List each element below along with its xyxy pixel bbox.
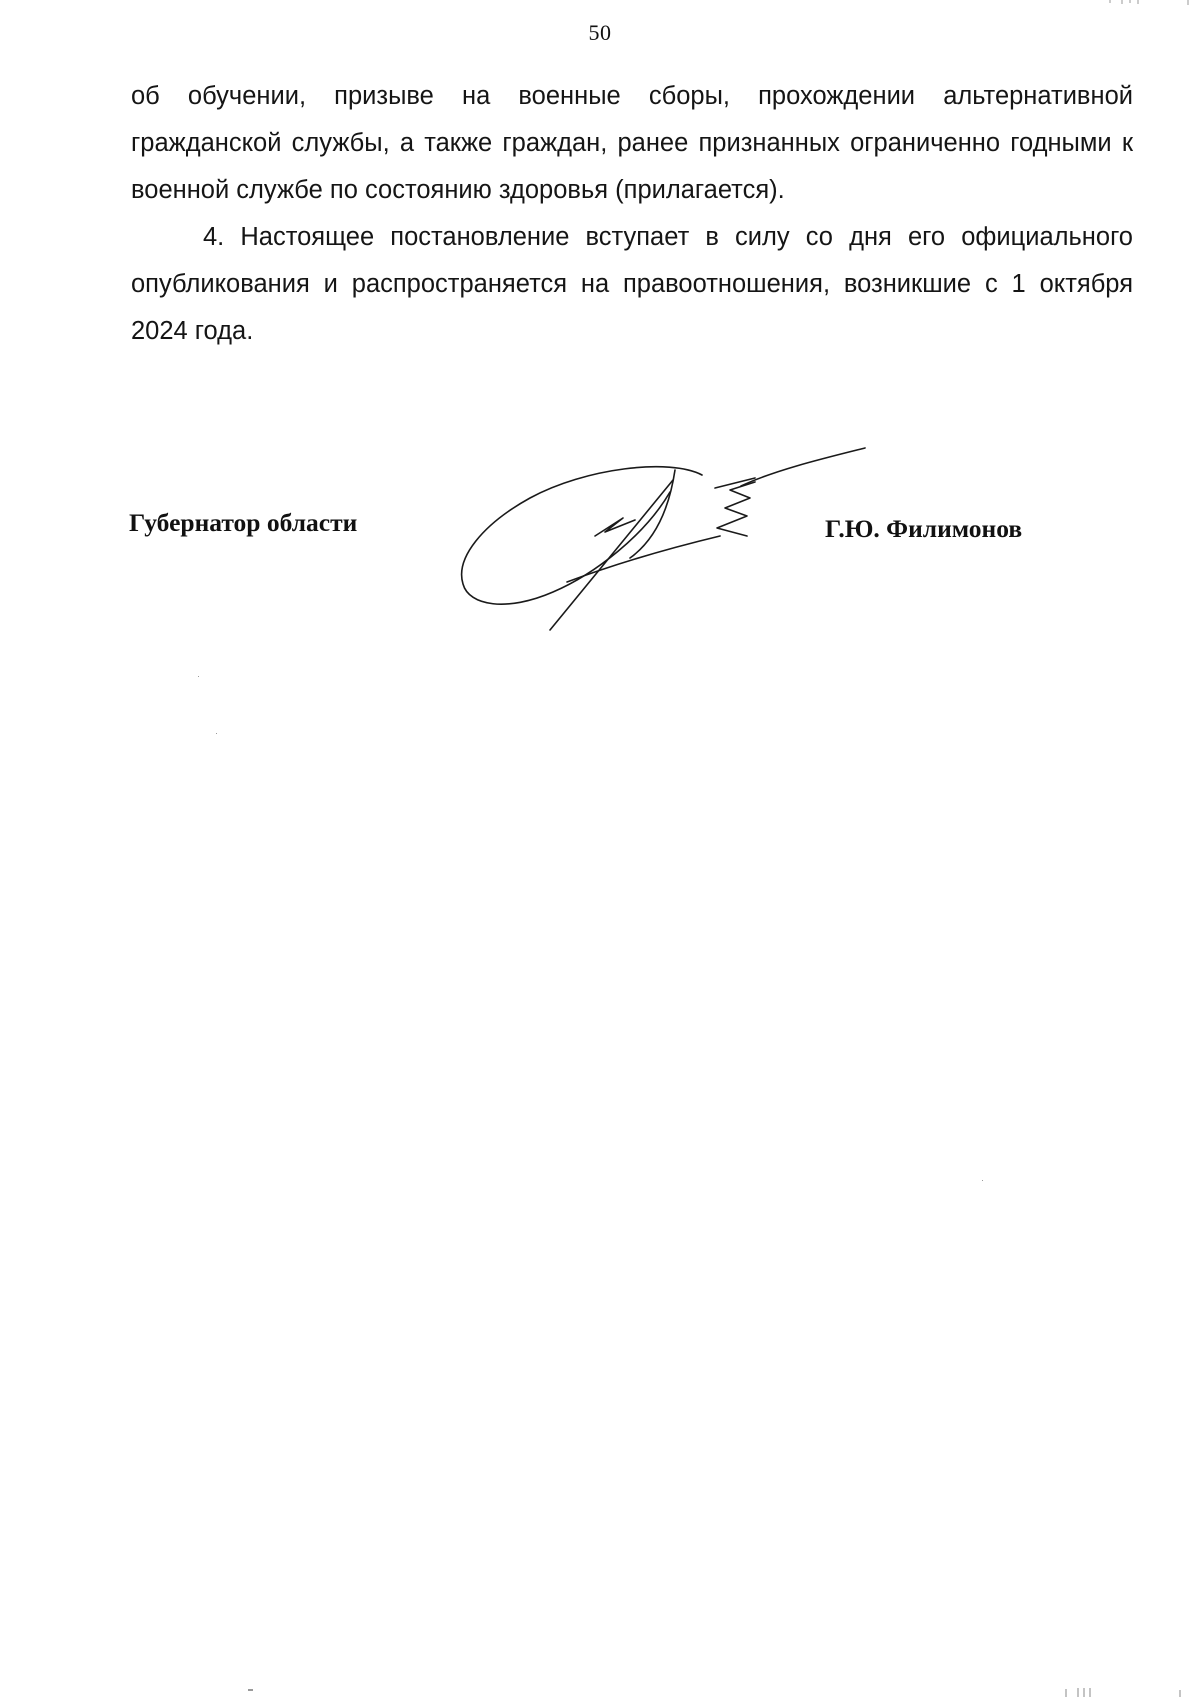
scan-speck xyxy=(198,676,199,677)
scan-speck xyxy=(248,1689,253,1691)
signature-name: Г.Ю. Филимонов xyxy=(825,514,1023,543)
page-number: 50 xyxy=(588,20,612,45)
scan-edge-marks xyxy=(1070,0,1200,6)
handwritten-signature xyxy=(455,440,875,640)
paragraph-item-4: 4. Настоящее постановление вступает в силу со дня его официального опубликования и распространяется на правоотношения, возникшие с 1 октября 2024 года. xyxy=(131,223,1133,345)
signature-title: Губернатор области xyxy=(129,508,358,537)
scan-speck xyxy=(982,1180,983,1181)
document-body xyxy=(131,73,1133,355)
scan-speck xyxy=(216,733,217,734)
scan-edge-marks xyxy=(1060,1686,1200,1697)
paragraph-continuation: об обучении, призыве на военные сборы, прохождении альтернативной гражданской службы, а также граждан, ранее признанных ограниченно годными к военной службе по состоянию здоровья (прилагается). xyxy=(131,82,1133,204)
